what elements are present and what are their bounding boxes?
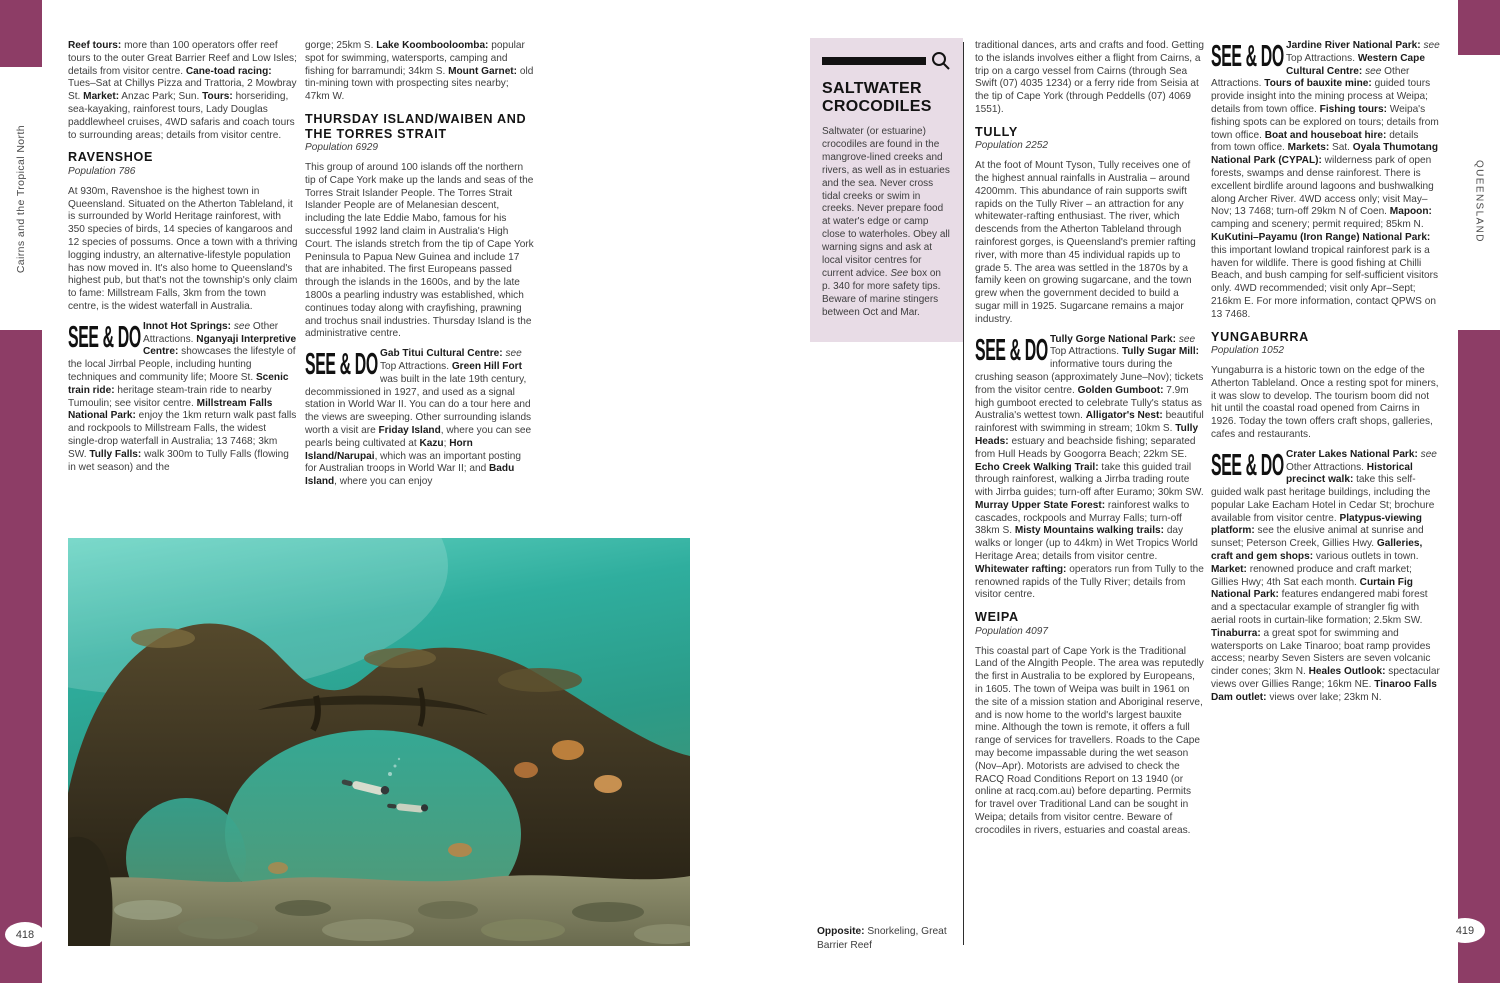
text-run: various outlets in town. xyxy=(1313,551,1419,563)
text-run: At 930m, Ravenshoe is the highest town in Queensland. Situated on the Atherton Tableland, it is surrounded by World Heritage rainforest, with 350 species of birds, 14 species of kangaroos and 12 species of possums. Once a town with a thriving logging industry, an alternative-lifestyle population has now moved in. It's also home to Queensland's highest pub, but that's not the township's only claim to fame: Millstream Falls, 3km from the town centre, is the widest waterfall in Australia. xyxy=(68,185,298,312)
title-bar-rule xyxy=(822,57,926,65)
bold-run: Opposite: xyxy=(817,926,865,938)
page-number-text: 419 xyxy=(1455,924,1475,937)
text-run: wilderness park of open forests, swamps and dense rainforest. There is excellent birdlife around lagoons and bushwalking along Archer River. 4WD access only; visit May–Nov; 13 7468; turn-off 29km N of Coen. xyxy=(1211,155,1434,218)
bold-run: Tours of bauxite mine: xyxy=(1264,78,1372,90)
reef-photo-art xyxy=(68,538,690,946)
bold-run: Jardine River National Park: xyxy=(1286,40,1421,51)
text-run: horseriding, sea-kayaking, rainforest tours, Lady Douglas paddlewheel cruises, 4WD safaris and coach tours to surrounding areas; details from visitor centre. xyxy=(68,91,295,141)
population-line: Population 786 xyxy=(68,165,136,177)
bold-run: Platypus-viewing platform: xyxy=(1211,512,1422,537)
bold-run: Markets: xyxy=(1287,142,1330,154)
right-rail-bottom xyxy=(1455,330,1500,983)
population-line: Population 2252 xyxy=(975,140,1048,152)
info-box-title-bar xyxy=(822,51,951,71)
reef-photo xyxy=(68,538,690,946)
right-rail-top xyxy=(1458,0,1500,55)
text-column-1 xyxy=(68,40,298,481)
left-rail-top xyxy=(0,0,42,67)
italic-run: see xyxy=(502,348,522,360)
section-heading: RAVENSHOE xyxy=(68,150,154,165)
state-label: QUEENSLAND xyxy=(1473,159,1485,243)
chapter-label: Cairns and the Tropical North xyxy=(15,124,27,274)
body-paragraph xyxy=(1211,365,1441,442)
text-run: Weipa's fishing spots can be explored on tours; details from town office. xyxy=(1211,103,1439,141)
text-run: 7.9m high gumboot erected to celebrate Tully's status as Australia's wettest town. xyxy=(975,384,1202,422)
text-run: heritage steam-train ride to nearby Tumoulin; see visitor centre. xyxy=(68,384,272,409)
text-run: Yungaburra is a historic town on the edge of the Atherton Tableland. Once a resting spot for miners, it was slow to develop. The tourism boom did not hit until the coastal road opened from Cairns in 1926. Today the town offers craft shops, galleries, cafes and restaurants. xyxy=(1211,364,1439,440)
text-run: Saltwater (or estuarine) crocodiles are found in the mangrove-lined creeks and rivers, as well as in estuaries and the sea. Never cross tidal creeks or swim in creeks. Never prepare food at water's edge or camp close to waterholes. Obey all warning signs and ask at local visitor centres for current advice. xyxy=(822,126,950,279)
bold-run: KuKutini–Payamu (Iron Range) National Park: xyxy=(1211,231,1431,243)
left-rail-bottom xyxy=(0,330,42,983)
text-run: Top Attractions. xyxy=(1286,52,1358,64)
bold-run: Mount Garnet: xyxy=(448,65,518,77)
see-and-do-entry xyxy=(68,318,298,475)
body-paragraph xyxy=(975,40,1205,117)
page-number-left xyxy=(5,922,45,947)
see-and-do-text: SEE & DO xyxy=(305,346,378,381)
see-and-do-label xyxy=(1211,446,1284,482)
text-run: features endangered mabi forest and a spectacular example of strangler fig with aerial roots in curtain-like formation; 2.5km SW. xyxy=(1211,589,1428,627)
info-box-title: SALTWATER CROCODILES xyxy=(822,80,932,115)
text-run: Top Attractions. xyxy=(380,360,452,372)
text-run: At the foot of Mount Tyson, Tully receives one of the highest annual rainfalls in Australia – around 4200mm. This abundance of rain supports swift rapids on the Tully River – an attraction for any whitewater-rafting enthusiast. The river, which descends from the Atherton Tableland through rainforest gorges, is Queensland's premier rafting river, with more than 45 individual rapids up to grade 5. The area was settled in the 1870s by a family keen on growing sugarcane, and the town grew when the government decided to build a sugar mill in 1925. Sugarcane remains a major industry. xyxy=(975,160,1196,325)
see-and-do-entry xyxy=(1211,40,1441,322)
bold-run: Tully Sugar Mill: xyxy=(1121,346,1200,358)
bold-run: Innot Hot Springs: xyxy=(143,320,232,332)
bold-run: Market: xyxy=(83,91,120,103)
text-run: a great spot for swimming and watersports on Lake Tinaroo; boat ramp provides access; nearby Seven Sisters are seven volcanic cinder cones; 3km N. xyxy=(1211,627,1431,678)
section-heading: THURSDAY ISLAND/WAIBEN AND THE TORRES STRAIT xyxy=(305,111,527,141)
bold-run: Cane-toad racing: xyxy=(185,65,272,77)
text-run: popular spot for swimming, watersports, camping and fishing for barramundi; 34km S. xyxy=(305,40,525,77)
bold-run: Nganyaji Interpretive Centre: xyxy=(143,333,297,358)
see-and-do-entry xyxy=(975,331,1205,603)
bold-run: Lake Koombooloomba: xyxy=(376,40,489,51)
text-run: this important lowland tropical rainforest park is a haven for wildlife. There is good fishing at Chilli Beach, and bush camping for self-sufficient visitors only. 4WD recommended; visit only Apr–Sept; 216km E. For more information, contact QPWS on 13 7468. xyxy=(1211,244,1439,320)
population-line: Population 4097 xyxy=(975,625,1048,637)
bold-run: Tully Heads: xyxy=(975,423,1199,447)
text-run: , which was an important posting for Australian troops in World War II; and xyxy=(305,450,521,475)
text-run: showcases the lifestyle of the local Jirrbal People, including hunting techniques and community life; Moore St. xyxy=(68,346,296,383)
see-and-do-entry xyxy=(305,348,535,489)
text-run: Snorkeling, Great Barrier Reef xyxy=(817,926,947,951)
bold-run: Historical precinct walk: xyxy=(1286,461,1413,486)
bold-run: Millstream Falls National Park: xyxy=(68,397,273,422)
bold-run: Friday Island xyxy=(378,424,441,436)
text-run: details from town office. xyxy=(1211,129,1419,154)
see-and-do-entry xyxy=(1211,446,1441,705)
text-run: see the elusive animal at sunrise and sunset; Peterson Creek, Gillies Hwy. xyxy=(1211,525,1424,550)
text-run: more than 100 operators offer reef tours to the outer Great Barrier Reef and Low Isles; details from visitor centre. xyxy=(68,40,297,77)
bold-run: Galleries, craft and gem shops: xyxy=(1211,538,1423,563)
text-run: renowned produce and craft market; Gillies Hwy; 4th Sat each month. xyxy=(1211,563,1412,588)
text-run: Other Attractions. xyxy=(1286,461,1367,473)
bold-run: Horn Island/Narupai xyxy=(305,437,473,462)
text-run: walk 300m to Tully Falls (flowing in wet season) and the xyxy=(68,448,289,473)
text-run: Sat. xyxy=(1329,142,1353,154)
page-number-text: 418 xyxy=(15,928,35,941)
italic-run: see xyxy=(1362,65,1382,77)
body-paragraph xyxy=(305,162,535,341)
bold-run: Misty Mountains walking trails: xyxy=(1014,525,1165,537)
bold-run: Tinaroo Falls Dam outlet: xyxy=(1211,679,1437,703)
section-heading: TULLY xyxy=(975,124,1018,139)
text-column-2 xyxy=(305,40,535,496)
bold-run: Crater Lakes National Park: xyxy=(1286,448,1418,460)
text-run: spectacular views over Gillies Range; 16km NE. xyxy=(1211,666,1440,691)
bold-run: Kazu xyxy=(419,437,444,449)
bold-run: Gab Titui Cultural Centre: xyxy=(380,348,503,360)
text-run: Top Attractions. xyxy=(1050,346,1122,358)
see-and-do-text: SEE & DO xyxy=(68,318,141,354)
see-and-do-label xyxy=(975,331,1048,367)
text-run: box on p. 340 for more safety tips. Beware of marine stingers between Oct and Mar. xyxy=(822,267,941,318)
text-run: traditional dances, arts and crafts and food. Getting to the islands involves either a flight from Cairns, a trip on a cargo vessel from Cairns (through Sea Swift (07) 4035 1234) or a ferry ride from Seisia at the tip of Cape York (through Peddells (07) 4069 1551). xyxy=(975,40,1204,115)
see-and-do-label xyxy=(305,346,378,381)
text-run: day walks or longer (up to 44km) in Wet Tropics World Heritage Area; details from visitor centre. xyxy=(975,525,1198,563)
see-and-do-text: SEE & DO xyxy=(975,331,1048,367)
text-run: take this guided trail through rainforest, walking a Jirrba trading route with Jirrba guides; turn-off after Euramo; 30km SW. xyxy=(975,461,1204,499)
text-run: enjoy the 1km return walk past falls and rockpools to Millstream Falls, the widest single-drop waterfall in Australia; 13 7468; 3km SW. xyxy=(68,410,297,460)
right-rail-label xyxy=(1458,96,1500,306)
italic-run: see xyxy=(1417,448,1437,460)
bold-run: Market: xyxy=(1211,563,1247,575)
photo-caption xyxy=(817,925,959,952)
bold-run: Murray Upper State Forest: xyxy=(975,499,1106,511)
bold-run: Golden Gumboot: xyxy=(1077,384,1164,396)
bold-run: Heales Outlook: xyxy=(1308,666,1386,678)
text-run: estuary and beachside fishing; separated from Hull Heads by Googorra Beach; 22km SE. xyxy=(975,435,1196,460)
bold-run: Green Hill Fort xyxy=(451,360,522,372)
text-column-3 xyxy=(975,40,1205,845)
text-run: gorge; 25km S. xyxy=(305,40,377,51)
see-and-do-text: SEE & DO xyxy=(1211,446,1284,482)
see-and-do-text: SEE & DO xyxy=(1211,38,1284,73)
bold-run: Tully Falls: xyxy=(89,448,142,460)
body-paragraph xyxy=(68,40,298,142)
text-run: informative tours during the crushing season (approximately June–Nov); tickets from the visitor centre. xyxy=(975,359,1204,396)
italic-run: See xyxy=(890,267,909,279)
bold-run: Badu Island xyxy=(305,463,515,488)
text-run: This coastal part of Cape York is the Traditional Land of the Alngith People. The area was reputedly the first in Australia to be explored by Europeans, in 1605. The town of Weipa was built in 1961 on the site of a mission station and Aboriginal reserve, and is now home to the world's largest bauxite mine. Although the town is remote, it offers a full range of services for travellers. Roads to the Cape may become impassable during the wet season (Nov–Apr). Motorists are advised to check the RACQ Road Conditions Report on 13 1940 (or online at racq.com.au) before departing. Permits for travel over Traditional Land can be sought in Weipa; details from visitor centre. Beware of crocodiles in rivers, estuaries and coastal areas. xyxy=(975,645,1204,836)
bold-run: Curtain Fig National Park: xyxy=(1211,576,1413,601)
population-line: Population 1052 xyxy=(1211,345,1284,357)
text-run: take this self-guided walk past heritage buildings, including the popular Lake Eacham Hotel in Cedar St; brochure available from visitor centre. xyxy=(1211,474,1435,524)
page-number-right xyxy=(1445,918,1485,943)
italic-run: see xyxy=(1420,40,1440,51)
text-run: rainforest walks to cascades, rockpools and Murray Falls; turn-off 38km S. xyxy=(975,499,1190,537)
body-paragraph xyxy=(305,40,535,104)
text-column-4 xyxy=(1211,40,1441,712)
text-run: This group of around 100 islands off the northern tip of Cape York make up the lands and seas of the Torres Strait Islander People. The Torres Strait Islander People are of Melanesian descent, including the late Eddie Mabo, famous for his successful 1992 land claim in Australia's High Court. The islands stretch from the tip of Cape York Peninsula to Papua New Guinea and include 17 that are inhabited. The first Europeans passed through the islands in the 1600s, and by the late 1800s a pearling industry was established, which continues today along with crayfishing, prawning and trochus snail industries. Thursday Island is the administrative centre. xyxy=(305,161,534,340)
bold-run: Reef tours: xyxy=(68,40,122,51)
text-run: ; xyxy=(443,437,450,449)
body-paragraph xyxy=(975,160,1205,326)
crocodiles-info-box xyxy=(810,38,963,342)
population-line: Population 6929 xyxy=(305,142,378,154)
text-run: Anzac Park; Sun. xyxy=(119,91,203,103)
body-paragraph xyxy=(975,646,1205,838)
italic-run: see xyxy=(231,320,251,332)
text-run: guided tours provide insight into the mining process at Weipa; details from town office. xyxy=(1211,78,1431,115)
bold-run: Boat and houseboat hire: xyxy=(1264,129,1387,141)
bold-run: Whitewater rafting: xyxy=(975,563,1067,575)
left-rail-label xyxy=(0,70,42,328)
text-run: views over lake; 23km N. xyxy=(1266,691,1382,703)
see-and-do-label xyxy=(1211,38,1284,73)
see-and-do-label xyxy=(68,318,141,354)
text-run: Other Attractions. xyxy=(1211,65,1410,90)
italic-run: see xyxy=(1176,333,1196,345)
section-heading: WEIPA xyxy=(975,610,1019,625)
text-run: operators run from Tully to the renowned rapids of the Tully River; details from visitor centre. xyxy=(975,563,1204,601)
body-paragraph xyxy=(68,186,298,314)
bold-run: Tinaburra: xyxy=(1211,627,1261,639)
text-run: Other Attractions. xyxy=(143,320,279,345)
bold-run: Western Cape Cultural Centre: xyxy=(1286,52,1425,77)
bold-run: Scenic train ride: xyxy=(68,371,289,396)
magnifier-icon xyxy=(931,51,951,71)
info-box-body xyxy=(822,126,951,320)
section-heading: YUNGABURRA xyxy=(1211,329,1309,344)
bold-run: Alligator's Nest: xyxy=(1085,410,1163,422)
bold-run: Tours: xyxy=(202,91,233,103)
bold-run: Tully Gorge National Park: xyxy=(1050,333,1177,345)
text-run: was built in the late 19th century, decommissioned in 1927, and used as a signal station in World War II. You can do a tour here and the views are sweeping. Other surrounding islands worth a visit are xyxy=(305,373,532,436)
bold-run: Echo Creek Walking Trail: xyxy=(975,461,1099,473)
text-run: old tin-mining town with prospecting sites nearby; 47km W. xyxy=(305,65,534,103)
text-run: Tues–Sat at Chillys Pizza and Trattoria, 2 Mowbray St. xyxy=(68,78,297,103)
bold-run: Fishing tours: xyxy=(1319,103,1387,115)
text-run: beautiful rainforest with swimming in stream; 10km S. xyxy=(975,410,1204,435)
bold-run: Oyala Thumotang National Park (CYPAL): xyxy=(1211,142,1439,167)
text-run: , where you can see pearls being cultivated at xyxy=(305,424,532,449)
page-divider-rule xyxy=(963,42,964,945)
bold-run: Mapoon: xyxy=(1389,206,1432,218)
text-run: , where you can enjoy xyxy=(334,476,433,488)
text-run: camping and scenery; permit required; 85km N. xyxy=(1211,219,1424,231)
